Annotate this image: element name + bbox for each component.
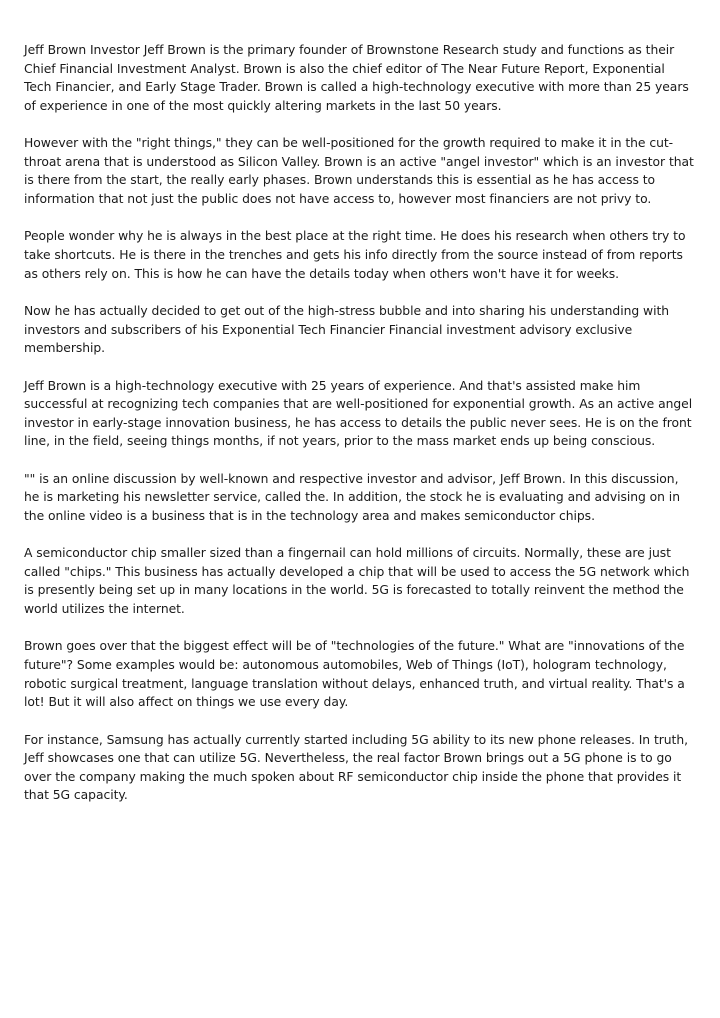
paragraph-intro: Jeff Brown Investor Jeff Brown is the primary founder of Brownstone Research study and functions as their Chief Financial Investment Analyst. Brown is also the chief editor of The Near Future Report, Exponential Tech Financier, and Early Stage Trader. Brown is called a high-technology executive with more than 25 years of experience in one of the most quickly altering markets in the last 50 years. (24, 43, 689, 113)
paragraph-right-things: However with the "right things," they can be well-positioned for the growth required to make it in the cut-throat arena that is understood as Silicon Valley. Brown is an active "angel investor" which is an investor that is there from the start, the really early phases. Brown understands this is essential as he has access to information that not just the public does not have access to, however most financiers are not privy to. (24, 136, 694, 206)
document-body (24, 41, 696, 824)
paragraph-technologies: Brown goes over that the biggest effect will be of "technologies of the future." What are "innovations of the future"? Some examples would be: autonomous automobiles, Web of Things (IoT), hologram technology, robotic surgical treatment, language translation without delays, enhanced truth, and virtual reality. That's a lot! But it will also affect on things we use every day. (24, 639, 685, 710)
paragraph-best-place: People wonder why he is always in the best place at the right time. He does his research when others try to take shortcuts. He is there in the trenches and gets his info directly from the source instead of from reports as others rely on. This is how he can have the details today when others won't have it for weeks. (24, 229, 686, 281)
paragraph-executive: Jeff Brown is a high-technology executive with 25 years of experience. And that's assisted make him successful at recognizing tech companies that are well-positioned for exponential growth. As an active angel investor in early-stage innovation business, he has access to details the public never sees. He is on the front line, in the field, seeing things months, if not years, prior to the mass market ends up being conscious. (24, 378, 693, 449)
paragraph-samsung: For instance, Samsung has actually currently started including 5G ability to its new phone releases. In truth, Jeff showcases one that can utilize 5G. Nevertheless, the real factor Brown brings out a 5G phone is to go over the company making the much spoken about RF semiconductor chip inside the phone that provides it that 5G capacity. (24, 732, 688, 803)
paragraph-semiconductor: A semiconductor chip smaller sized than a fingernail can hold millions of circuits. Normally, these are just called "chips." This business has actually developed a chip that will be used to access the 5G network which is presently being set up in many locations in the world. 5G is forecasted to totally reinvent the method the world utilizes the internet. (24, 546, 690, 617)
paragraph-sharing: Now he has actually decided to get out of the high-stress bubble and into sharing his understanding with investors and subscribers of his Exponential Tech Financier Financial investment advisory exclusive membership. (24, 303, 670, 356)
paragraph-online-discussion: "" is an online discussion by well-known and respective investor and advisor, Jeff Brown. In this discussion, he is marketing his newsletter service, called the. In addition, the stock he is evaluating and advising on in the online video is a business that is in the technology area and makes semiconductor chips. (24, 471, 680, 523)
